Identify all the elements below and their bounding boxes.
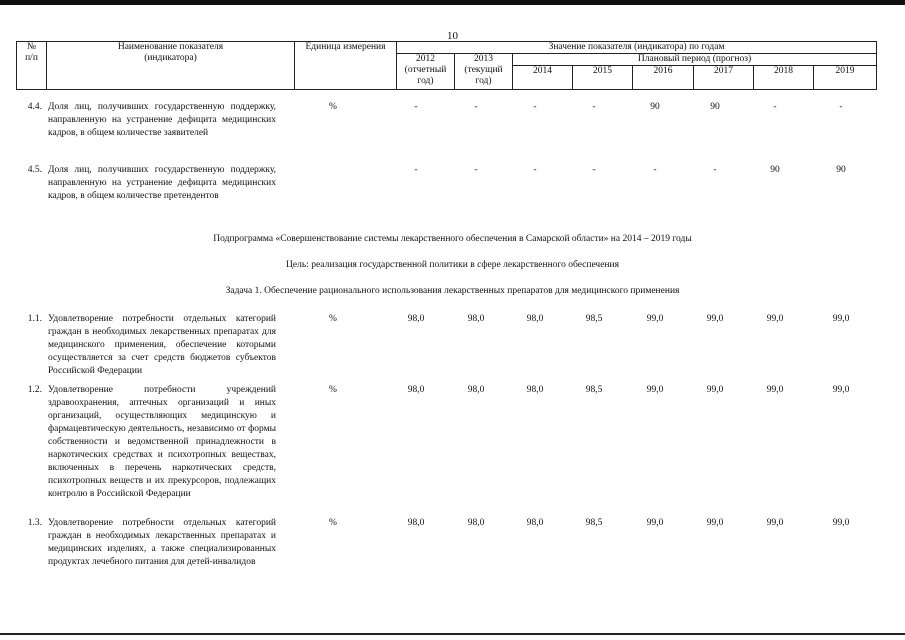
value-2015: 98,5 xyxy=(585,385,603,395)
value-2017: 99,0 xyxy=(706,314,724,324)
value-2016: - xyxy=(653,165,657,175)
value-2012: 98,0 xyxy=(407,385,425,395)
indicator-name: Доля лиц, получивших государственную поддержку, направленную на устранение дефицита медицинских кадров, в общем количестве претендентов xyxy=(48,165,276,201)
value-2016: 99,0 xyxy=(646,518,664,528)
indicator-name: Удовлетворение потребности отдельных категорий граждан в необходимых лекарственных препаратах и медицинских изделиях, а также специализированных продуктах лечебного питания для детей-инвалидов xyxy=(48,518,276,567)
header-year-2019: 2019 xyxy=(814,66,877,90)
value-2014: 98,0 xyxy=(526,314,544,324)
header-year-2012: 2012 (отчетный год) xyxy=(397,54,455,90)
header-plan-period: Плановый период (прогноз) xyxy=(513,54,877,66)
value-2013: 98,0 xyxy=(467,518,485,528)
indicator-unit: % xyxy=(329,102,337,112)
value-2014: - xyxy=(533,165,537,175)
header-year-2018: 2018 xyxy=(754,66,814,90)
value-2017: 99,0 xyxy=(706,385,724,395)
value-2017: 99,0 xyxy=(706,518,724,528)
value-2019: 99,0 xyxy=(832,518,850,528)
value-2016: 90 xyxy=(650,102,660,112)
indicator-name: Удовлетворение потребности отдельных категорий граждан в необходимых лекарственных препаратах для медицинского применения, обеспечение которыми осуществляется за счет средств бюджетов субъектов Российской Федерации xyxy=(48,314,276,376)
value-2013: - xyxy=(474,102,478,112)
value-2015: 98,5 xyxy=(585,314,603,324)
indicator-unit: % xyxy=(329,314,337,324)
scan-bottom-border xyxy=(0,633,905,635)
value-2017: - xyxy=(713,165,717,175)
value-2018: 90 xyxy=(770,165,780,175)
value-2015: - xyxy=(592,102,596,112)
value-2016: 99,0 xyxy=(646,385,664,395)
value-2019: 99,0 xyxy=(832,385,850,395)
value-2014: - xyxy=(533,102,537,112)
value-2012: - xyxy=(414,102,418,112)
value-2012: - xyxy=(414,165,418,175)
page-number: 10 xyxy=(447,30,458,42)
value-2019: - xyxy=(839,102,843,112)
row-number: 1.2. xyxy=(27,385,42,395)
value-2016: 99,0 xyxy=(646,314,664,324)
subprogram-task: Задача 1. Обеспечение рационального использования лекарственных препаратов для медицинского применения xyxy=(225,286,680,296)
value-2013: - xyxy=(474,165,478,175)
value-2019: 99,0 xyxy=(832,314,850,324)
value-2013: 98,0 xyxy=(467,385,485,395)
value-2012: 98,0 xyxy=(407,314,425,324)
value-2017: 90 xyxy=(710,102,720,112)
scan-top-border xyxy=(0,0,905,5)
subprogram-goal: Цель: реализация государственной политики в сфере лекарственного обеспечения xyxy=(286,260,619,270)
indicators-table-header xyxy=(16,41,877,90)
subprogram-title: Подпрограмма «Совершенствование системы лекарственного обеспечения в Самарской области» на 2014 – 2019 годы xyxy=(213,234,692,244)
value-2018: 99,0 xyxy=(766,314,784,324)
header-num: № п/п xyxy=(17,42,47,90)
indicator-unit: % xyxy=(329,385,337,395)
header-unit: Единица измерения xyxy=(295,42,397,90)
value-2018: - xyxy=(773,102,777,112)
value-2018: 99,0 xyxy=(766,385,784,395)
header-year-2016: 2016 xyxy=(633,66,694,90)
header-year-2015: 2015 xyxy=(573,66,633,90)
header-values: Значение показателя (индикатора) по годам xyxy=(397,42,877,54)
value-2012: 98,0 xyxy=(407,518,425,528)
header-year-2014: 2014 xyxy=(513,66,573,90)
value-2014: 98,0 xyxy=(526,518,544,528)
header-name: Наименование показателя (индикатора) xyxy=(47,42,295,90)
row-number: 4.4. xyxy=(27,102,42,112)
indicator-name: Доля лиц, получивших государственную поддержку, направленную на устранение дефицита медицинских кадров, в общем количестве заявителей xyxy=(48,102,276,138)
value-2014: 98,0 xyxy=(526,385,544,395)
row-number: 1.3. xyxy=(27,518,42,528)
indicator-name: Удовлетворение потребности учреждений здравоохранения, аптечных организаций и иных организаций, осуществляющих медицинскую и фармацевтическую деятельность, независимо от формы собственности и ведомственной принадлежности в наркотических средствах и психотропных веществах, включенных в перечень наркотических средств, психотропных веществ и их прекурсоров, подлежащих контролю в Российской Федерации xyxy=(48,385,276,499)
header-year-2013: 2013 (текущий год) xyxy=(455,54,513,90)
value-2019: 90 xyxy=(836,165,846,175)
value-2013: 98,0 xyxy=(467,314,485,324)
indicator-unit: % xyxy=(329,518,337,528)
row-number: 4.5. xyxy=(27,165,42,175)
row-number: 1.1. xyxy=(27,314,42,324)
value-2015: - xyxy=(592,165,596,175)
header-year-2017: 2017 xyxy=(694,66,754,90)
value-2018: 99,0 xyxy=(766,518,784,528)
value-2015: 98,5 xyxy=(585,518,603,528)
